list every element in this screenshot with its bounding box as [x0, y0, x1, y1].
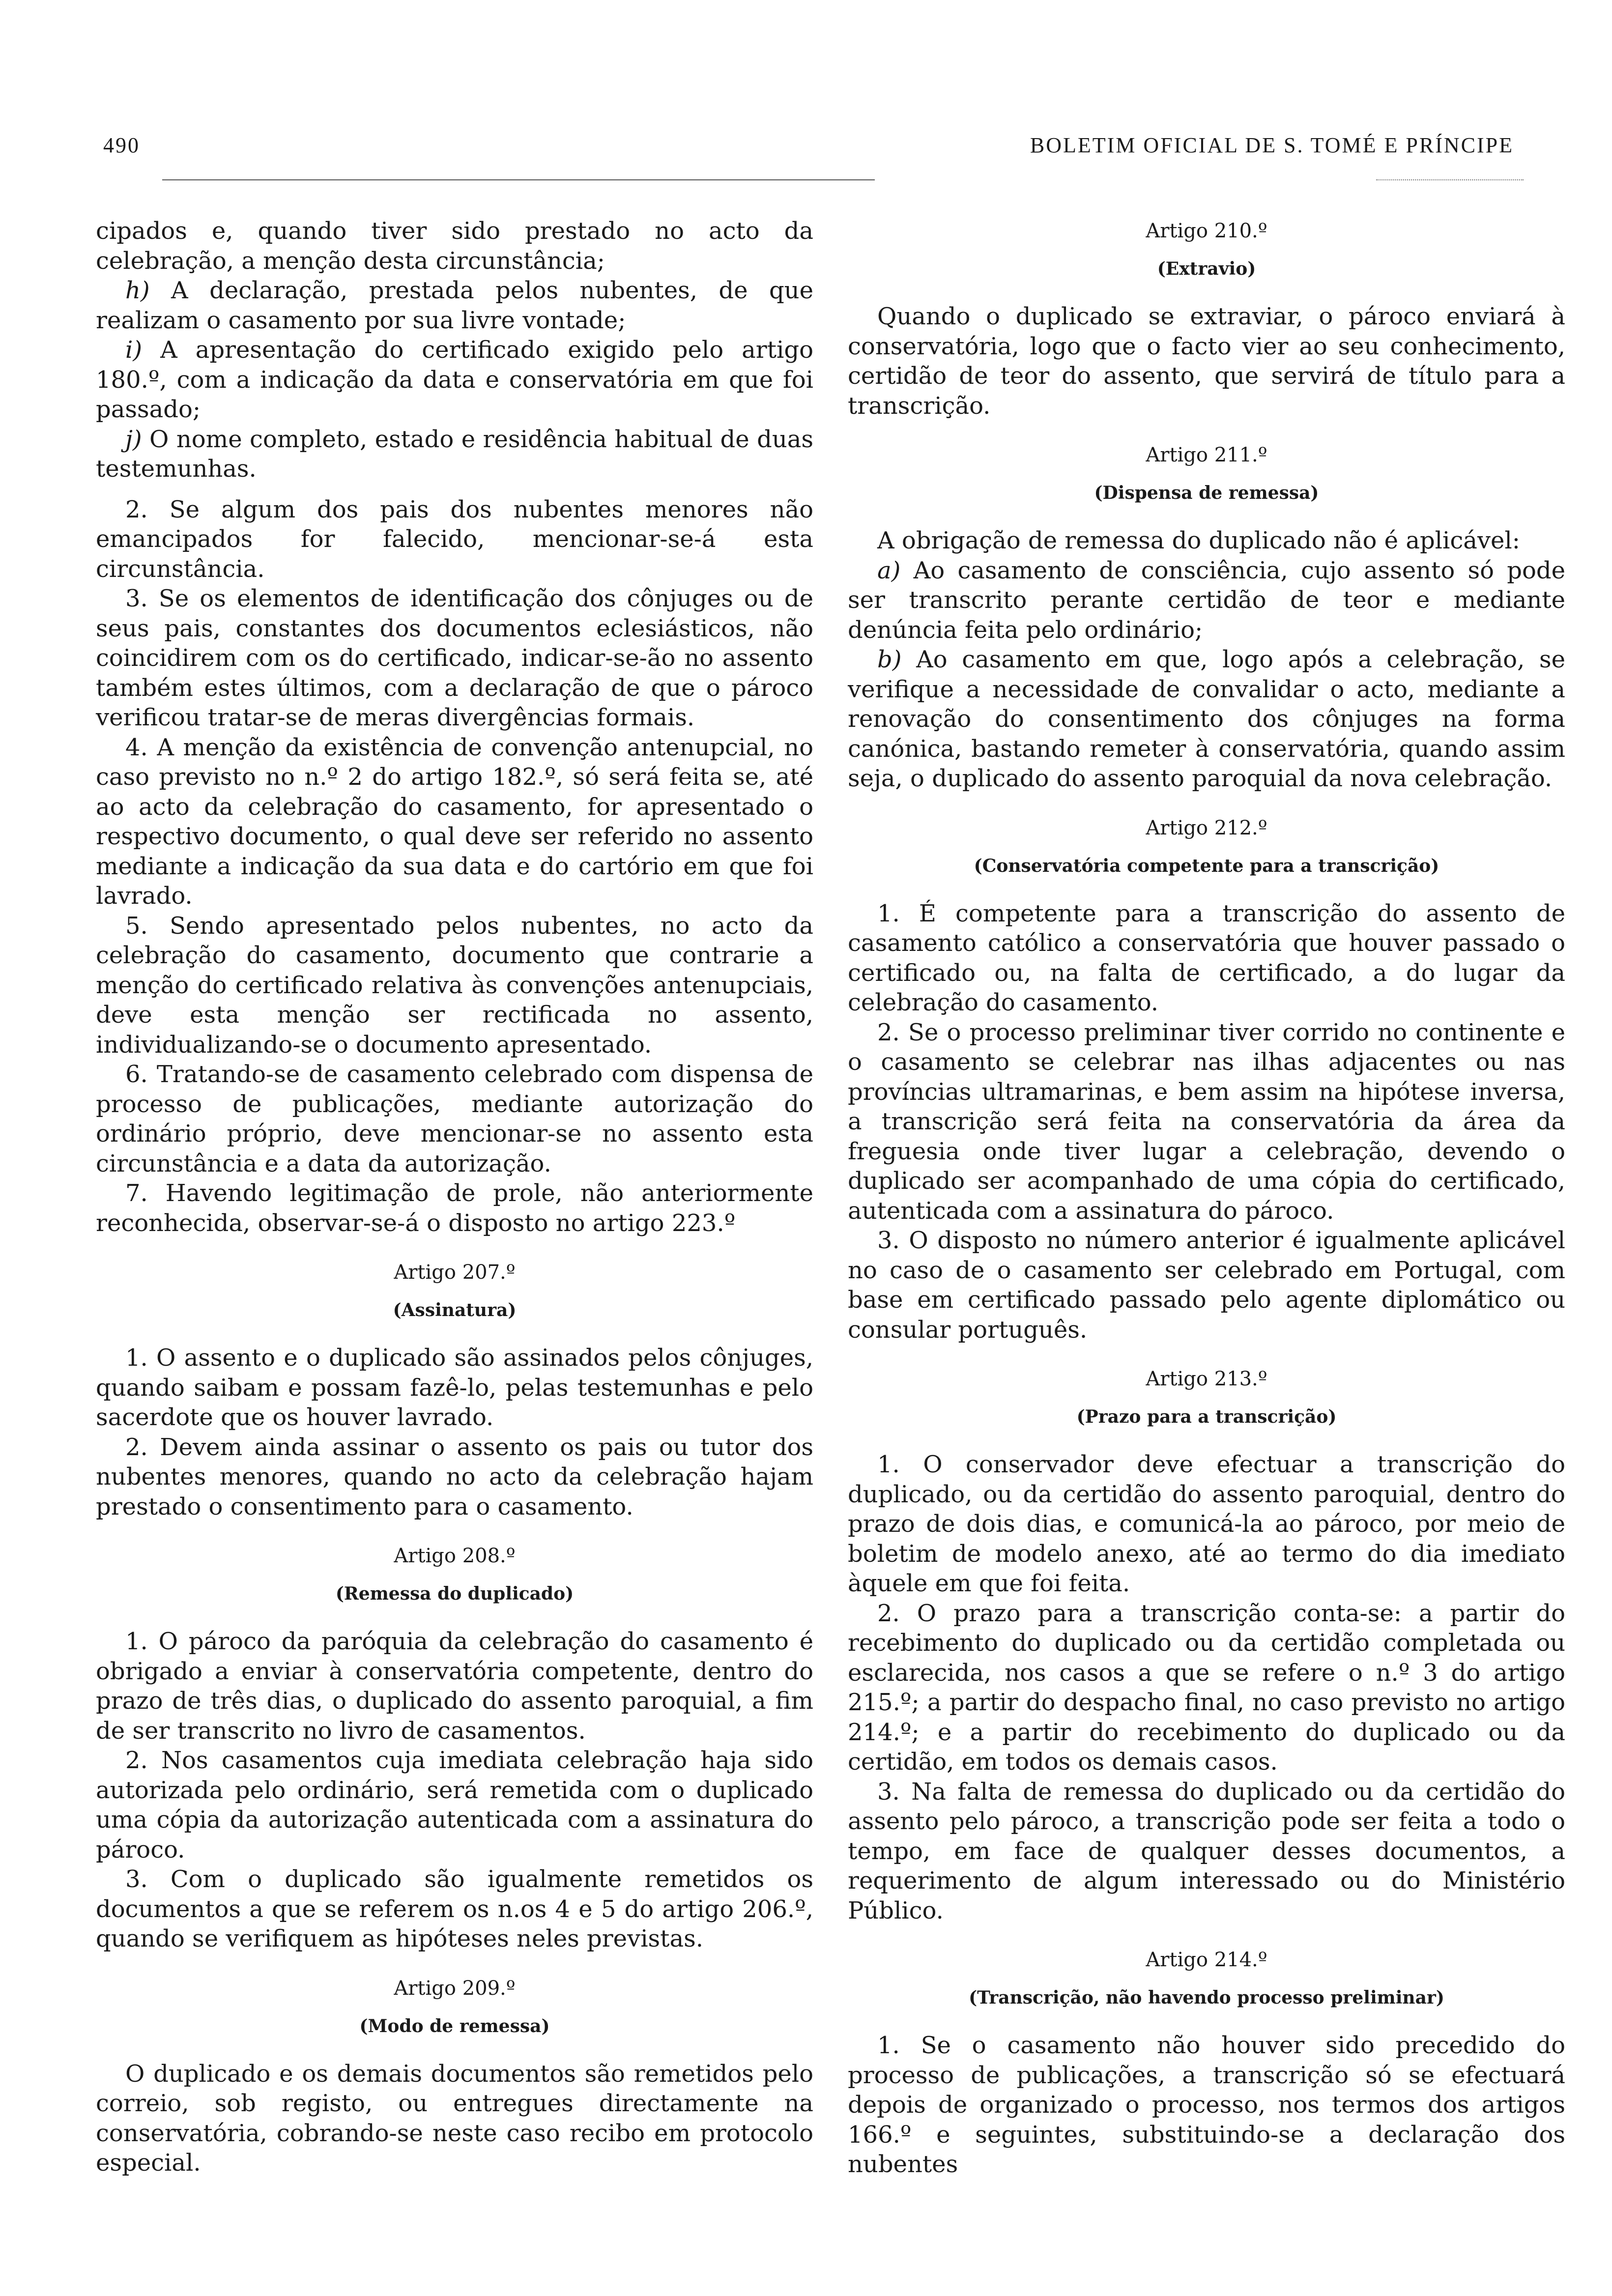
paragraph: 6. Tratando-se de casamento celebrado com dispensa de processo de publicações, mediante autorização do ordinário próprio, deve mencionar-se no assento esta circunstância e a data da autorização. [96, 1061, 813, 1177]
list-letter: b) [877, 646, 902, 673]
paragraph: 3. Na falta de remessa do duplicado ou da certidão do assento pelo pároco, a transcrição pode ser feita a todo o tempo, em face de qualquer desses documentos, a requerimento de algum interessado ou do Ministério Público. [848, 1778, 1565, 1924]
paragraph: 3. Com o duplicado são igualmente remetidos os documentos a que se referem os n.os 4 e 5 do artigo 206.º, quando se verifiquem as hipóteses neles previstas. [96, 1866, 813, 1952]
list-text: O nome completo, estado e residência habitual de duas testemunhas. [96, 425, 813, 483]
list-item-b [848, 645, 1565, 794]
article-rubric: (Modo de remessa) [359, 2015, 550, 2037]
article-rubric: (Prazo para a transcrição) [1076, 1406, 1337, 1427]
article-heading: Artigo 214.º [1146, 1949, 1267, 1971]
list-text: A declaração, prestada pelos nubentes, de que realizam o casamento por sua livre vontade; [96, 277, 813, 334]
list-letter: a) [877, 556, 901, 584]
list-item-j [96, 425, 813, 484]
paragraph: A obrigação de remessa do duplicado não é aplicável: [877, 527, 1520, 554]
article-rubric: (Extravio) [1157, 258, 1256, 279]
paragraph: O duplicado e os demais documentos são remetidos pelo correio, sob registo, ou entregues directamente na conservatória, cobrando-se neste caso recibo em protocolo especial. [96, 2060, 813, 2177]
paragraph: Quando o duplicado se extraviar, o pároco enviará à conservatória, logo que o facto vier ao seu conhecimento, certidão de teor do assento, que servirá de título para a transcrição. [848, 303, 1565, 420]
paragraph: 1. O pároco da paróquia da celebração do casamento é obrigado a enviar à conservatória competente, dentro do prazo de três dias, o duplicado do assento paroquial, a fim de ser transcrito no livro de casamentos. [96, 1628, 813, 1745]
page-header [103, 133, 1514, 162]
article-heading: Artigo 209.º [394, 1977, 516, 2000]
list-item-i [96, 335, 813, 425]
list-text: Ao casamento em que, logo após a celebração, se verifique a necessidade de convalidar o acto, mediante a renovação do consentimento dos cônjuges na forma canónica, bastando remeter à conservatória, quando assim seja, o duplicado do assento paroquial da nova celebração. [848, 646, 1565, 792]
paragraph: 1. É competente para a transcrição do assento de casamento católico a conservatória que houver passado o certificado ou, na falta de certificado, a do lugar da celebração do casamento. [848, 899, 1565, 1016]
list-text: A apresentação do certificado exigido pelo artigo 180.º, com a indicação da data e conservatória em que foi passado; [96, 336, 813, 423]
article-rubric: (Dispensa de remessa) [1094, 483, 1319, 503]
paragraph: 2. O prazo para a transcrição conta-se: a partir do recebimento do duplicado ou da certidão completada ou esclarecida, nos casos a que se refere o n.º 3 do artigo 215.º; a partir do despacho final, no caso previsto no artigo 214.º; e a partir do recebimento do duplicado ou da certidão, em todos os demais casos. [848, 1599, 1565, 1776]
paragraph: 5. Sendo apresentado pelos nubentes, no acto da celebração do casamento, documento que contrarie a menção do certificado relativa às convenções antenupciais, deve esta menção ser rectificada no assento, individualizando-se o documento apresentado. [96, 912, 813, 1059]
header-rule [162, 179, 875, 180]
left-column [96, 216, 813, 2178]
list-item-h [96, 276, 813, 335]
paragraph: 4. A menção da existência de convenção antenupcial, no caso previsto no n.º 2 do artigo 182.º, só será feita se, até ao acto da celebração do casamento, for apresentado o respectivo documento, o qual deve ser referido no assento mediante a indicação da sua data e do cartório em que foi lavrado. [96, 733, 813, 910]
paragraph: 2. Nos casamentos cuja imediata celebração haja sido autorizada pelo ordinário, será remetida com o duplicado uma cópia da autorização autenticada com a assinatura do pároco. [96, 1747, 813, 1864]
article-rubric: (Remessa do duplicado) [335, 1583, 574, 1604]
paragraph: 3. Se os elementos de identificação dos cônjuges ou de seus pais, constantes dos documentos eclesiásticos, não coincidirem com os do certificado, indicar-se-ão no assento também estes últimos, com a declaração de que o pároco verificou tratar-se de meras divergências formais. [96, 585, 813, 731]
article-heading: Artigo 210.º [1146, 220, 1267, 242]
list-text: Ao casamento de consciência, cujo assento só pode ser transcrito perante certidão de teor e mediante denúncia feita pelo ordinário; [848, 556, 1565, 644]
paragraph: 1. O conservador deve efectuar a transcrição do duplicado, ou da certidão do assento paroquial, dentro do prazo de dois dias, e comunicá-la ao pároco, por meio de boletim de modelo anexo, até ao termo do dia imediato àquele em que foi feita. [848, 1451, 1565, 1597]
paragraph: 7. Havendo legitimação de prole, não anteriormente reconhecida, observar-se-á o disposto no artigo 223.º [96, 1179, 813, 1237]
paragraph: 1. Se o casamento não houver sido precedido do processo de publicações, a transcrição só se efectuará depois de organizado o processo, nos termos dos artigos 166.º e seguintes, substituindo-se a declaração dos nubentes [848, 2032, 1565, 2178]
paragraph-continuation: cipados e, quando tiver sido prestado no acto da celebração, a menção desta circunstância; [96, 217, 813, 275]
article-rubric: (Transcrição, não havendo processo preliminar) [969, 1987, 1444, 2008]
article-rubric: (Assinatura) [393, 1300, 517, 1320]
article-heading: Artigo 211.º [1146, 444, 1267, 466]
journal-title: BOLETIM OFICIAL DE S. TOMÉ E PRÍNCIPE [1030, 133, 1514, 157]
article-heading: Artigo 208.º [394, 1545, 516, 1567]
page-number: 4⁠90 [103, 133, 140, 157]
paragraph: 2. Se o processo preliminar tiver corrido no continente e o casamento se celebrar nas ilhas adjacentes ou nas províncias ultramarinas, e bem assim na hipótese inversa, a transcrição será feita na conservatória da área da freguesia onde tiver lugar a celebração, devendo o duplicado ser acompanhado de uma cópia do certificado, autenticada com a assinatura do pároco. [848, 1018, 1565, 1225]
article-rubric: (Conservatória competente para a transcrição) [974, 855, 1439, 876]
article-heading: Artigo 213.º [1146, 1368, 1267, 1390]
list-item-a [848, 556, 1565, 645]
right-column [848, 216, 1565, 2180]
list-letter: j) [125, 425, 142, 453]
article-heading: Artigo 212.º [1146, 816, 1267, 839]
paragraph: 1. O assento e o duplicado são assinados pelos cônjuges, quando saibam e possam fazê-lo, pelas testemunhas e pelo sacerdote que os houver lavrado. [96, 1344, 813, 1431]
list-letter: i) [125, 336, 143, 364]
article-heading: Artigo 207.º [394, 1261, 516, 1284]
header-rule-right [1376, 179, 1524, 180]
paragraph: 2. Devem ainda assinar o assento os pais ou tutor dos nubentes menores, quando no acto da celebração hajam prestado o consentimento para o casamento. [96, 1433, 813, 1521]
paragraph: 2. Se algum dos pais dos nubentes menores não emancipados for falecido, mencionar-se-á esta circunstância. [96, 495, 813, 583]
paragraph: 3. O disposto no número anterior é igualmente aplicável no caso de o casamento ser celebrado em Portugal, com base em certificado passado pelo agente diplomático ou consular português. [848, 1227, 1565, 1344]
list-letter: h) [125, 277, 150, 304]
